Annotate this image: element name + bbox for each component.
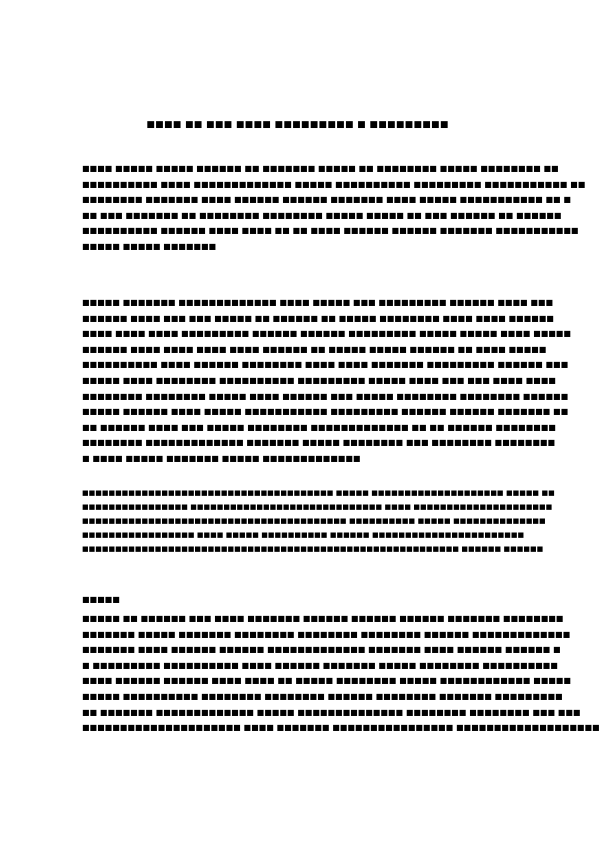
text-line: ■■■■■■■■■■ ■■■■ ■■■■■■ ■■■■■■■■ ■■■■ ■■■■ ■■■■■■■ ■■■■■■■■■ ■■■■■■ ■■■ xyxy=(82,360,569,370)
text-line: ■■■■■■■■■■ ■■■■■■ ■■■■ ■■■■ ■■ ■■ ■■■■ ■■■■■■ ■■■■■■ ■■■■■■■ ■■■■■■■■■■■ xyxy=(82,226,579,236)
text-line: ■■■■■ ■■■■ ■■■■■■■■ ■■■■■■■■■■ ■■■■■■■■■ ■■■■■ ■■■■ ■■■ ■■■ ■■■■ ■■■■ xyxy=(82,375,556,385)
text-line: ■■■■■■■■ ■■■■■■■■■■■■■ ■■■■■■■ ■■■■■ ■■■■■■■■ ■■■ ■■■■■■■■ ■■■■■■■■ xyxy=(82,438,556,448)
text-line: ■■■■ ■■■■ ■■■■ ■■■■■■■■■ ■■■■■■ ■■■■■■ ■■■■■■■■■ ■■■■■ ■■■■■ ■■■■ ■■■■■ xyxy=(82,329,571,339)
text-line: ■■■■■■■■ ■■■■■■■■ ■■■■■ ■■■■ ■■■■■■ ■■■ ■■■■■ ■■■■■■■■ ■■■■■■■■ ■■■■■■ xyxy=(82,391,569,401)
text-line: ■■■■ ■■■■■ ■■■■■ ■■■■■■ ■■ ■■■■■■■ ■■■■■ ■■ ■■■■■■■■ ■■■■■ ■■■■■■■■ ■■ xyxy=(82,164,559,173)
text-line: ■■■■■■■■■■■■■■■■■■■■■■■■■■■■■■■■■■■■■■■■■■■■■■■■■■■■■■■■■ ■■■■■■ ■■■■■■ xyxy=(82,545,544,553)
text-line: ■■■■■■■■■■ ■■■■ ■■■■■■■■■■■■■ ■■■■■ ■■■■■■■■■■ ■■■■■■■■■ ■■■■■■■■■■■ ■■ xyxy=(82,179,586,189)
text-line: ■■■■■■■ ■■■■■ ■■■■■■■ ■■■■■■■■ ■■■■■■■■ ■■■■■■■■ ■■■■■■ ■■■■■■■■■■■■■ xyxy=(82,629,571,639)
text-line: ■■■■■■ ■■■■ ■■■ ■■■ ■■■■■ ■■ ■■■■■■ ■■ ■■■■■ ■■■■■■■■ ■■■■ ■■■■ ■■■■■■ xyxy=(82,313,554,323)
text-line: ■■■■■ ■■ ■■■■■■ ■■■ ■■■■ ■■■■■■■ ■■■■■■ ■■■■■■ ■■■■■■ ■■■■■■■ ■■■■■■■■ xyxy=(82,614,564,623)
text-line: ■■■■■■■■ ■■■■■■■ ■■■■ ■■■■■■ ■■■■■■ ■■■■■■■ ■■■■ ■■■■■ ■■■■■■■■■■■ ■■ ■ xyxy=(82,195,571,205)
text-line: ■■ ■■■■■■■ ■■■■■■■■■■■■■ ■■■■■ ■■■■■■■■■■■■■■ ■■■■■■■■ ■■■■■■■■ ■■■ ■■■ xyxy=(82,707,581,717)
paragraph-1 xyxy=(82,161,586,255)
text-line: ■■■■■■ ■■■■ ■■■■ ■■■■ ■■■■ ■■■■■■ ■■ ■■■■■ ■■■■■ ■■■■■■ ■■ ■■■■ ■■■■■ xyxy=(82,344,547,354)
text-line: ■■■■■■■■■■■■■■■■■■■■■■■■■■■■■■■■■■■■■■■■ ■■■■■■■■■■ ■■■■■ ■■■■■■■■■■■■■■ xyxy=(82,517,546,525)
text-line: ■■■■■■■■■■■■■■■■■■■■■■■■■■■■■■■■■■■■■■ ■■■■■ ■■■■■■■■■■■■■■■■■■■■ ■■■■■ ■■ xyxy=(82,489,555,497)
paragraph-3 xyxy=(82,486,555,556)
text-line: ■■■■■ ■■■■■ ■■■■■■■ xyxy=(82,241,217,251)
text-line: ■■■■■■■■■■■■■■■■■ ■■■■ ■■■■■ ■■■■■■■■■■ ■■■■■■ ■■■■■■■■■■■■■■■■■■■■■■■ xyxy=(82,531,525,539)
text-line: ■■■■■ ■■■■■■ ■■■■ ■■■■■ ■■■■■■■■■■■ ■■■■■■■■■ ■■■■■■ ■■■■■■ ■■■■■■■ ■■ xyxy=(82,407,569,417)
text-line: ■■■■■■■ ■■■■ ■■■■■■ ■■■■■■ ■■■■■■■■■■■■■ ■■■■■■■ ■■■■ ■■■■■■ ■■■■■■ ■ xyxy=(82,645,561,655)
text-line: ■ ■■■■ ■■■■■ ■■■■■■■ ■■■■■ ■■■■■■■■■■■■■ xyxy=(82,453,361,463)
text-line: ■■ ■■■ ■■■■■■■ ■■ ■■■■■■■■ ■■■■■■■■ ■■■■■ ■■■■■ ■■ ■■■ ■■■■■■ ■■ ■■■■■■ xyxy=(82,210,562,220)
section-heading: ■■■■■ xyxy=(82,595,120,604)
text-line: ■■■■ ■■■■■■ ■■■■■■ ■■■■ ■■■■ ■■ ■■■■■ ■■■■■■■■ ■■■■■ ■■■■■■■■■■■■ ■■■■■ xyxy=(82,676,571,686)
paragraph-2 xyxy=(82,295,571,467)
paragraph-final xyxy=(82,611,600,736)
text-line: ■■ ■■■■■■ ■■■■ ■■■ ■■■■■ ■■■■■■■■ ■■■■■■■■■■■■■ ■■ ■■ ■■■■■■ ■■■■■■■■ xyxy=(82,422,556,432)
text-line: ■■■■■■■■■■■■■■■■■■■■■ ■■■■ ■■■■■■■ ■■■■■■■■■■■■■■■■ ■■■■■■■■■■■■■■■■■■■ xyxy=(82,723,600,733)
text-line: ■■■■■■■■■■■■■■■■ ■■■■■■■■■■■■■■■■■■■■■■■■■■■■■ ■■■■ ■■■■■■■■■■■■■■■■■■■■■ xyxy=(82,503,553,511)
text-line: ■■■■■ ■■■■■■■ ■■■■■■■■■■■■■ ■■■■ ■■■■■ ■■■ ■■■■■■■■■ ■■■■■■ ■■■■ ■■■ xyxy=(82,298,554,307)
text-line: ■■■■■ ■■■■■■■■■■ ■■■■■■■■ ■■■■■■■■ ■■■■■■ ■■■■■■■■ ■■■■■■■ ■■■■■■■■■ xyxy=(82,691,563,701)
text-line: ■ ■■■■■■■■■ ■■■■■■■■■■ ■■■■ ■■■■■■ ■■■■■■■ ■■■■■ ■■■■■■■■ ■■■■■■■■■■ xyxy=(82,660,558,670)
document-title: ■■■■ ■■ ■■■ ■■■■ ■■■■■■■■■ ■ ■■■■■■■■■ xyxy=(146,120,449,130)
